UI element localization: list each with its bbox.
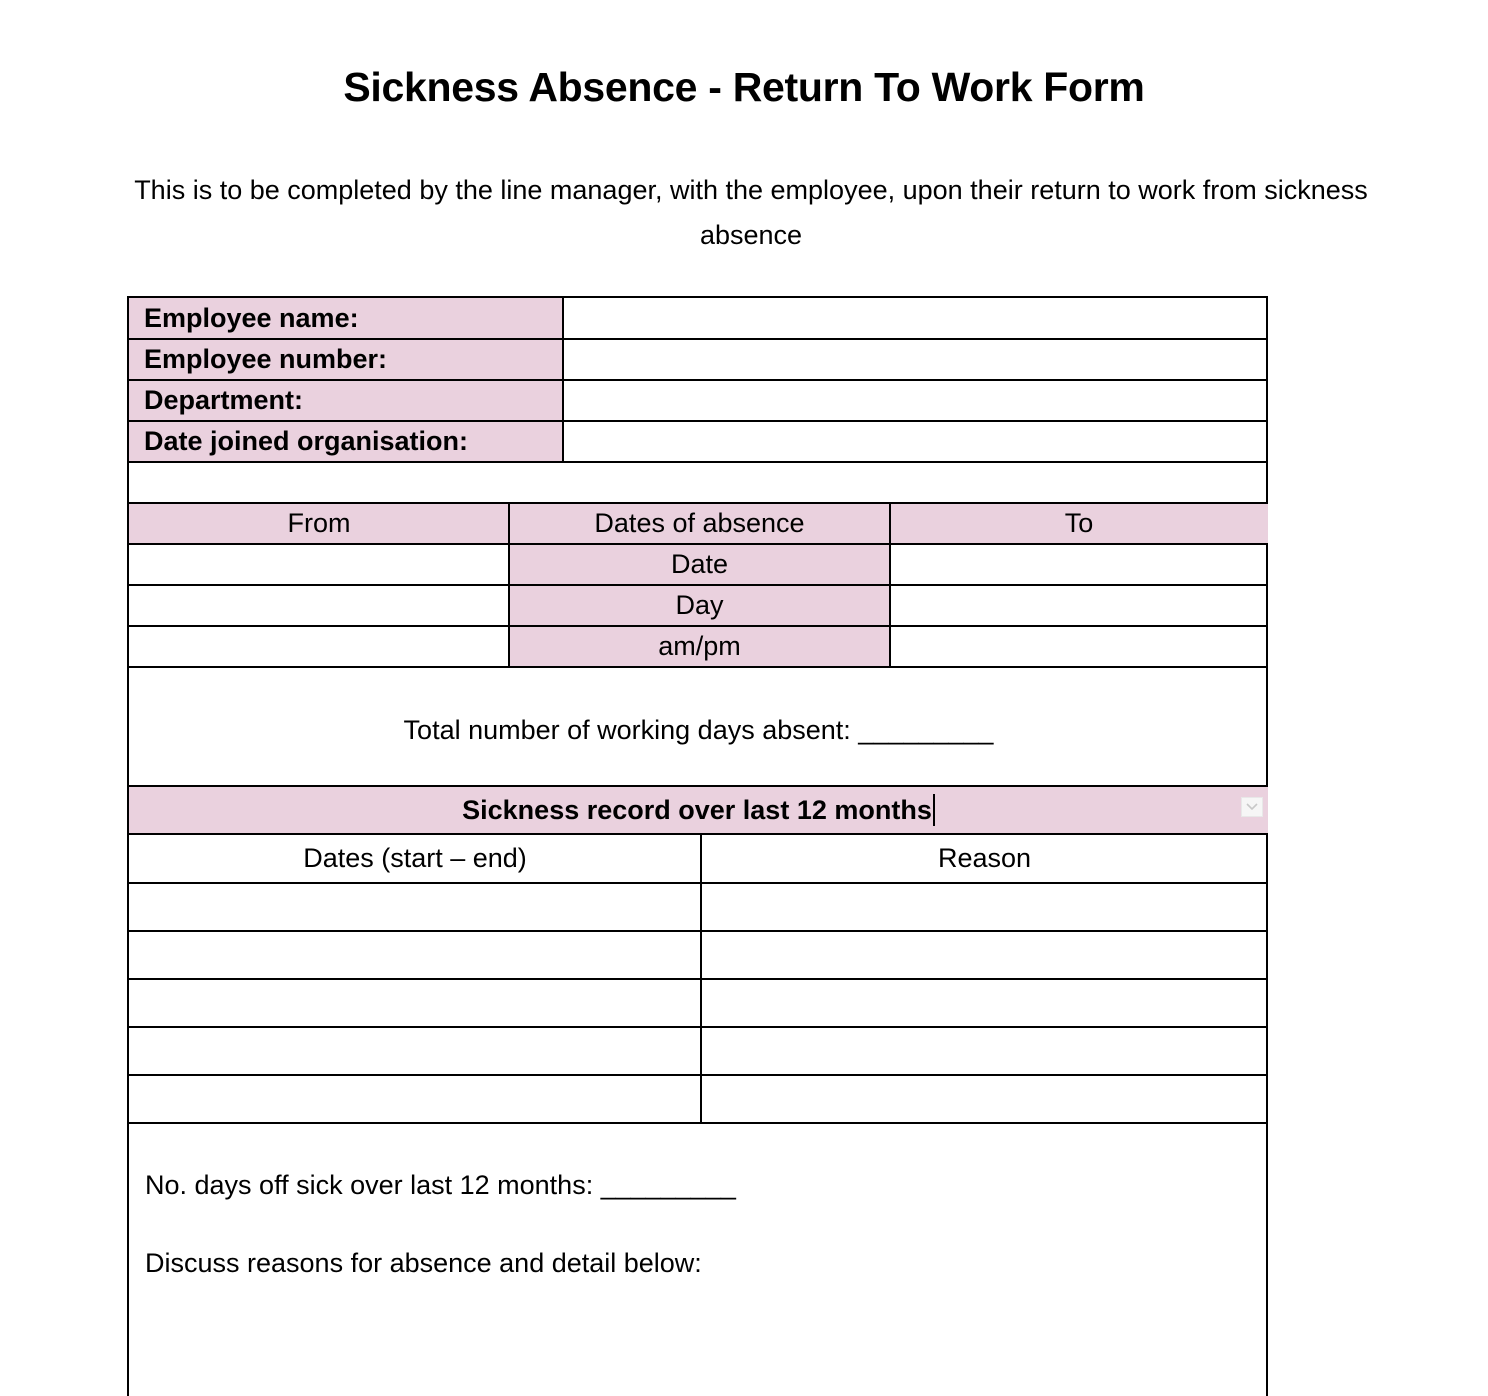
days-off-sick-field[interactable]: No. days off sick over last 12 months: _________ xyxy=(145,1170,736,1200)
divider xyxy=(129,461,1268,463)
divider xyxy=(129,1074,1268,1076)
from-ampm-input[interactable] xyxy=(129,626,509,667)
sickness-record-header[interactable] xyxy=(129,787,1268,833)
record-dates-input[interactable] xyxy=(129,1028,701,1074)
dates-column-header: Dates (start – end) xyxy=(303,843,527,873)
form-intro: This is to be completed by the line manager, with the employee, upon their return to work from sickness absence xyxy=(134,175,1368,250)
divider xyxy=(129,785,1268,787)
divider xyxy=(129,882,1268,884)
employee-number-input[interactable] xyxy=(563,339,1268,380)
date-joined-input[interactable] xyxy=(563,421,1268,462)
divider xyxy=(889,503,891,667)
from-date-input[interactable] xyxy=(129,544,509,585)
record-reason-input[interactable] xyxy=(701,932,1268,978)
chevron-down-icon[interactable] xyxy=(1241,797,1263,817)
divider xyxy=(562,298,564,462)
divider xyxy=(129,625,1268,627)
divider xyxy=(129,584,1268,586)
discussion-textarea[interactable] xyxy=(129,1288,1268,1378)
divider xyxy=(129,379,1268,381)
divider xyxy=(129,930,1268,932)
divider xyxy=(129,420,1268,422)
divider xyxy=(129,1026,1268,1028)
text-cursor xyxy=(933,794,935,826)
department-label: Department: xyxy=(129,380,563,421)
employee-name-input[interactable] xyxy=(563,298,1268,339)
record-dates-input[interactable] xyxy=(129,980,701,1026)
employee-number-label: Employee number: xyxy=(129,339,563,380)
date-joined-label: Date joined organisation: xyxy=(129,421,563,462)
record-dates-input[interactable] xyxy=(129,884,701,930)
to-day-input[interactable] xyxy=(890,585,1268,626)
record-reason-input[interactable] xyxy=(701,1028,1268,1074)
divider xyxy=(129,543,1268,545)
divider xyxy=(129,833,1268,835)
discuss-reasons-label: Discuss reasons for absence and detail below: xyxy=(145,1248,702,1278)
record-dates-input[interactable] xyxy=(129,932,701,978)
total-days-absent-field[interactable]: Total number of working days absent: _________ xyxy=(403,714,994,745)
department-input[interactable] xyxy=(563,380,1268,421)
record-reason-input[interactable] xyxy=(701,980,1268,1026)
divider xyxy=(129,502,1268,504)
divider xyxy=(563,338,1268,340)
form-title: Sickness Absence - Return To Work Form xyxy=(343,64,1145,110)
record-reason-input[interactable] xyxy=(701,1076,1268,1122)
ampm-row-label: am/pm xyxy=(509,626,890,667)
from-day-input[interactable] xyxy=(129,585,509,626)
divider xyxy=(129,666,1268,668)
sickness-record-header-text: Sickness record over last 12 months xyxy=(462,794,932,825)
reason-column-header: Reason xyxy=(937,843,1032,873)
to-date-input[interactable] xyxy=(890,544,1268,585)
from-header: From xyxy=(129,503,509,544)
employee-name-label: Employee name: xyxy=(129,298,563,339)
divider xyxy=(508,503,510,667)
to-header: To xyxy=(890,503,1268,544)
record-reason-input[interactable] xyxy=(701,884,1268,930)
divider xyxy=(700,834,702,1124)
divider xyxy=(129,978,1268,980)
divider xyxy=(129,1122,1268,1124)
record-dates-input[interactable] xyxy=(129,1076,701,1122)
dates-of-absence-header: Dates of absence xyxy=(509,503,890,544)
to-ampm-input[interactable] xyxy=(890,626,1268,667)
date-row-label: Date xyxy=(509,544,890,585)
return-to-work-form xyxy=(127,296,1268,1396)
day-row-label: Day xyxy=(509,585,890,626)
